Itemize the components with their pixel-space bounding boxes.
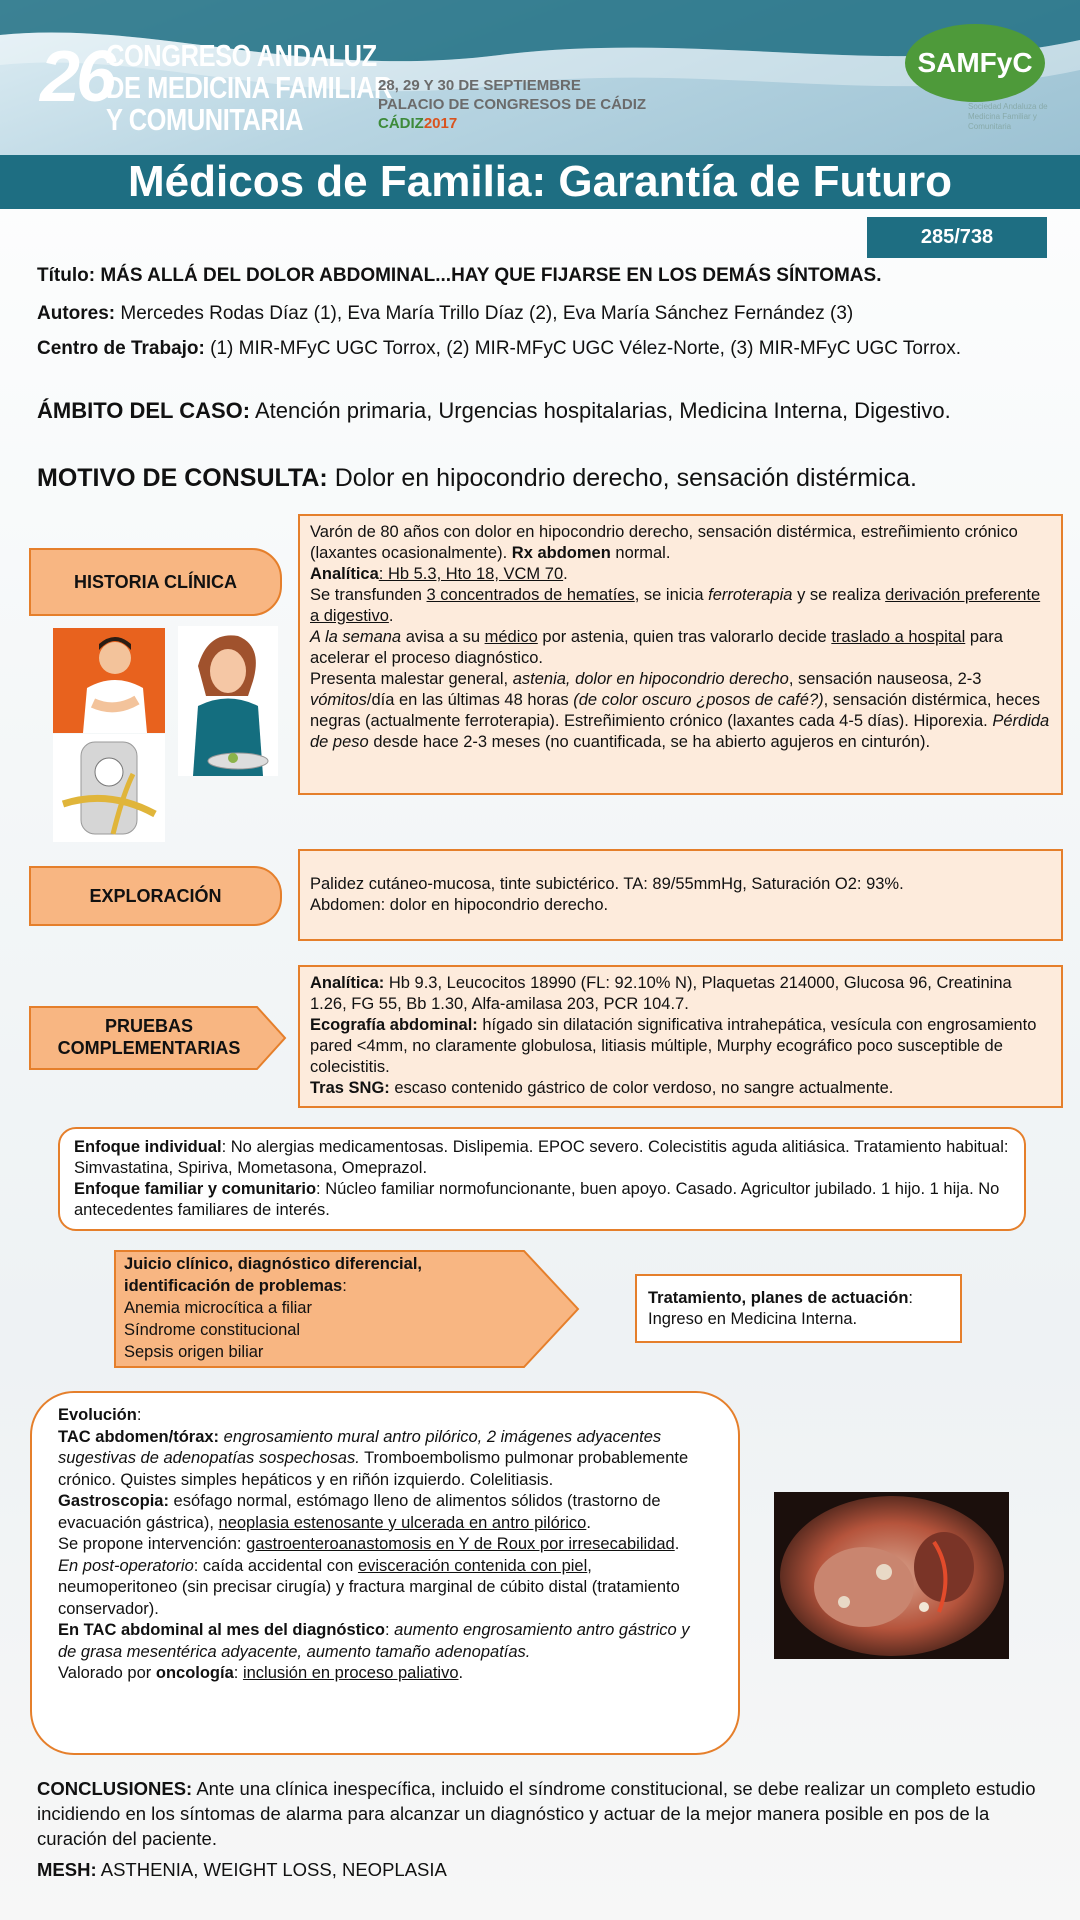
history-p3-e: y se realiza: [797, 586, 881, 604]
evolution-postop-text2: , neumoperitoneo (sin precisar cirugía) y fractura marginal de cúbito distal (tratamiento conservador).: [58, 1556, 680, 1618]
history-p5-g: , sensación distérmica, heces negras (actualmente ferroterapia). Estreñimiento crónico (laxantes cada 4-5 días). Hiporexia.: [310, 691, 1041, 730]
evolution-postop-label: En post-operatorio: [58, 1556, 194, 1575]
history-p5-c: , sensación nauseosa, 2-3: [788, 670, 982, 688]
tests-echo: [310, 1015, 1051, 1078]
evolution-gastroscopy-text: esófago normal, estómago lleno de alimentos sólidos (trastorno de evacuación gástrica),: [58, 1492, 661, 1532]
history-xray-text: normal.: [615, 544, 671, 562]
workplace-line: [37, 337, 1047, 360]
authors-text: Mercedes Rodas Díaz (1), Eva María Trillo Díaz (2), Eva María Sánchez Fernández (3): [120, 303, 854, 324]
history-ferrotherapy: ferroterapia: [708, 586, 793, 604]
history-p1-text: Varón de 80 años con dolor en hipocondrio derecho, sensación distérmica, estreñimiento crónico (laxantes ocasionalmente).: [310, 523, 1018, 562]
history-p2: Analítica: Hb 5.3, Hto 18, VCM 70.: [310, 565, 568, 583]
mesh-line: [37, 1858, 1047, 1881]
evolution-tac-italic: engrosamiento mural antro pilórico, 2 imágenes adyacentes sugestivas de adenopatías sospechosas.: [58, 1427, 662, 1467]
history-lab-label: Analítica: [310, 565, 379, 583]
evolution-intervention-detail: gastroenteroanastomosis en Y de Roux por irresecabilidad: [246, 1535, 675, 1553]
congress-venue: PALACIO DE CONGRESOS DE CÁDIZ: [378, 96, 647, 113]
approach-individual-text: : No alergias medicamentosas. Dislipemia. EPOC severo. Colecistitis aguda alitiásica. Tratamiento habitual: Simvastatina, Spiriva, Mometasona, Omeprazol.: [74, 1138, 1009, 1177]
nausea-woman-illustration: [178, 626, 278, 776]
banner-title: Médicos de Familia: Garantía de Futuro: [0, 155, 1080, 209]
approach-family: [74, 1179, 1010, 1221]
clinical-judgment: Juicio clínico, diagnóstico diferencial, identificación de problemas: Anemia microcítica a filiar Síndrome constitucional Sepsis origen biliar: [124, 1253, 484, 1363]
authors-label: Autores:: [37, 303, 116, 324]
history-p5-e: /día en las últimas 48 horas: [366, 691, 569, 709]
evolution-tac: [58, 1427, 712, 1492]
clinical-judgment-label: Juicio clínico, diagnóstico diferencial, identificación de problemas: [124, 1255, 422, 1295]
evolution-intervention-text: Se propone intervención:: [58, 1535, 242, 1553]
congress-info: [378, 76, 646, 133]
history-p4-b: avisa a su: [405, 628, 480, 646]
congress-header: [0, 0, 1080, 155]
exploration-tag: EXPLORACIÓN: [29, 866, 282, 926]
history-weight-loss: Pérdida de peso: [310, 712, 1050, 751]
mesh-label: MESH:: [37, 1859, 97, 1880]
evolution-gastroscopy: Gastroscopia: esófago normal, estómago lleno de alimentos sólidos (trastorno de evacuación gástrica), neoplasia estenosante y ulcerada en antro pilórico.: [58, 1492, 661, 1532]
history-p5: [310, 669, 1051, 753]
congress-title-line1: CONGRESO ANDALUZ: [106, 38, 377, 73]
workplace-label: Centro de Trabajo:: [37, 338, 205, 359]
conclusions-label: CONCLUSIONES:: [37, 1778, 193, 1799]
treatment-box: Tratamiento, planes de actuación: Ingreso en Medicina Interna.: [635, 1274, 962, 1343]
evolution-month-tac-label: En TAC abdominal al mes del diagnóstico: [58, 1621, 385, 1639]
tests-tag-line2: COMPLEMENTARIAS: [57, 1038, 241, 1058]
history-transfusion: 3 concentrados de hematíes: [426, 586, 635, 604]
evolution-month-tac-text: aumento engrosamiento antro gástrico y de grasa mesentérica adyacente, aumento tamaño adenopatías.: [58, 1621, 690, 1661]
evolution-gastroscopy-label: Gastroscopia:: [58, 1492, 169, 1510]
clinical-history-box: [298, 514, 1063, 795]
tests-sng: [310, 1078, 1051, 1099]
weight-loss-scale-illustration: [53, 734, 165, 842]
evolution-postop: [58, 1556, 712, 1621]
evolution-oncology: Valorado por oncología: inclusión en proceso paliativo.: [58, 1664, 464, 1682]
history-p4: [310, 627, 1051, 669]
congress-title-line2: DE MEDICINA FAMILIAR: [106, 70, 393, 105]
tests-lab-label: Analítica:: [310, 974, 385, 992]
exploration-line1: Palidez cutáneo-mucosa, tinte subictérico. TA: 89/55mmHg, Saturación O2: 93%.: [310, 875, 904, 893]
scope-text: Atención primaria, Urgencias hospitalarias, Medicina Interna, Digestivo.: [255, 398, 951, 423]
tests-echo-text: hígado sin dilatación significativa intrahepática, vesícula con engrosamiento pared <4mm, no claramente globulosa, litiasis múltiple, Murphy ecográfico poco susceptible de colecistitis.: [310, 1016, 1037, 1076]
judgment-item: Síndrome constitucional: [124, 1321, 301, 1339]
evolution-label: Evolución: [58, 1406, 137, 1424]
endoscopy-image: [774, 1492, 1009, 1659]
history-symptoms: astenia, dolor en hipocondrio derecho: [512, 670, 789, 688]
tests-box: [298, 965, 1063, 1108]
title-label: Título:: [37, 265, 96, 286]
reason-line: [37, 463, 1047, 493]
history-lab-values: : Hb 5.3, Hto 18, VCM 70: [378, 565, 564, 583]
conclusions: [37, 1776, 1047, 1851]
treatment-text: Ingreso en Medicina Interna.: [648, 1310, 858, 1328]
evolution-box: Evolución: TAC abdomen/tórax: engrosamiento mural antro pilórico, 2 imágenes adyacentes sugestivas de adenopatías sospechosas. Tromboembolismo pulmonar probablemente crónico. Quistes simples hepáticos y en riñón izquierdo. Colelitiasis. Gastroscopia: esófago normal, estómago lleno de alimentos sólidos (trastorno de evacuación gástrica), neoplasia estenosante y ulcerada en antro pilórico. Se propone intervención: gastroenteroanastomosis en Y de Roux por irresecabilidad. En post-operatorio: caída accidental con evisceración contenida con piel, neumoperitoneo (sin precisar cirugía) y fractura marginal de cúbito distal (tratamiento conservador). En TAC abdominal al mes del diagnóstico: aumento engrosamiento antro gástrico y de grasa mesentérica adyacente, aumento tamaño adenopatías. Valorado por oncología: inclusión en proceso paliativo.: [30, 1391, 740, 1755]
evolution-evisceration: evisceración contenida con piel: [357, 1556, 588, 1575]
approach-family-text: : Núcleo familiar normofuncionante, buen apoyo. Casado. Agricultor jubilado. 1 hijo. 1 hija. No antecedentes familiares de interés.: [74, 1180, 1000, 1219]
history-p1: [310, 522, 1051, 564]
history-p5-a: Presenta malestar general,: [310, 670, 509, 688]
authors-line: [37, 302, 1047, 325]
evolution-month-tac: En TAC abdominal al mes del diagnóstico: aumento engrosamiento antro gástrico y de grasa mesentérica adyacente, aumento tamaño adenopatías.: [58, 1621, 690, 1661]
history-p4-d: por astenia, quien tras valorarlo decide: [542, 628, 827, 646]
history-vomits: vómitos: [310, 691, 367, 709]
history-coffee-grounds: (de color oscuro ¿posos de café?): [573, 691, 824, 709]
approach-individual-label: Enfoque individual: [74, 1138, 222, 1156]
evolution-oncology-a: Valorado por: [58, 1664, 152, 1682]
history-p3: Se transfunden 3 concentrados de hematíes, se inicia ferroterapia y se realiza derivación preferente a digestivo.: [310, 586, 1041, 625]
scope-label: ÁMBITO DEL CASO:: [37, 398, 251, 423]
evolution-tac-text: Tromboembolismo pulmonar probablemente crónico. Quistes simples hepáticos y en riñón izquierdo. Colelitiasis.: [58, 1449, 689, 1489]
history-hospital-transfer: traslado a hospital: [831, 628, 966, 646]
judgment-item: Sepsis origen biliar: [124, 1343, 264, 1361]
evolution-palliative: inclusión en proceso paliativo: [242, 1664, 459, 1682]
history-referral: derivación preferente a digestivo: [310, 586, 1041, 625]
tests-lab: [310, 973, 1051, 1015]
exploration-line2: Abdomen: dolor en hipocondrio derecho.: [310, 896, 609, 914]
tests-tag-line1: PRUEBAS: [104, 1016, 193, 1036]
history-p5-i: desde hace 2-3 meses (no cuantificada, se ha abierto agujeros en cinturón).: [373, 733, 931, 751]
evolution-neoplasia: neoplasia estenosante y ulcerada en antro pilórico: [218, 1513, 587, 1532]
clinical-history-tag: HISTORIA CLÍNICA: [29, 548, 282, 616]
tests-tag: [29, 1015, 269, 1059]
mesh-text: ASTHENIA, WEIGHT LOSS, NEOPLASIA: [100, 1859, 447, 1880]
judgment-item: Anemia microcítica a filiar: [124, 1299, 312, 1317]
abdominal-pain-illustration: [53, 628, 165, 733]
history-p3-c: , se inicia: [634, 586, 704, 604]
title-line: [37, 264, 1047, 287]
congress-number: 26: [40, 37, 113, 117]
samfyc-logo: SAMFyC: [905, 24, 1045, 102]
tests-sng-label: Tras SNG:: [310, 1079, 390, 1097]
evolution-oncology-label: oncología: [155, 1664, 234, 1682]
evolution-intervention: Se propone intervención: gastroenteroanastomosis en Y de Roux por irresecabilidad.: [58, 1535, 680, 1553]
tests-echo-label: Ecografía abdominal:: [310, 1016, 478, 1034]
scope-line: [37, 397, 1047, 424]
evolution-postop-text: : caída accidental con: [193, 1556, 354, 1575]
congress-city: CÁDIZ: [378, 115, 424, 132]
samfyc-logo-subtitle: Sociedad Andaluza de Medicina Familiar y Comunitaria: [968, 102, 1048, 131]
approach-family-label: Enfoque familiar y comunitario: [74, 1180, 317, 1198]
congress-dates: 28, 29 Y 30 DE SEPTIEMBRE: [378, 77, 581, 94]
workplace-text: (1) MIR-MFyC UGC Torrox, (2) MIR-MFyC UGC Vélez-Norte, (3) MIR-MFyC UGC Torrox.: [210, 338, 962, 359]
history-p3-a: Se transfunden: [310, 586, 422, 604]
poster-id-badge: 285/738: [867, 217, 1047, 258]
approach-individual: [74, 1137, 1010, 1179]
congress-year: 2017: [423, 115, 458, 132]
history-xray-label: Rx abdomen: [511, 544, 611, 562]
exploration-box: [298, 849, 1063, 941]
treatment-label: Tratamiento, planes de actuación: [648, 1289, 909, 1307]
tests-sng-text: escaso contenido gástrico de color verdoso, no sangre actualmente.: [394, 1079, 894, 1097]
conclusions-text: Ante una clínica inespecífica, incluido el síndrome constitucional, se debe realizar un completo estudio incidiendo en los síntomas de alarma para alcanzar un diagnóstico y actuar de la mejor manera posible en pos de la curación del paciente.: [37, 1778, 1036, 1849]
history-week: A la semana: [310, 628, 402, 646]
history-p4-f: para acelerar el proceso diagnóstico.: [310, 628, 1003, 667]
reason-label: MOTIVO DE CONSULTA:: [37, 464, 328, 492]
approach-box: [58, 1127, 1026, 1231]
evolution-tac-label: TAC abdomen/tórax:: [58, 1427, 220, 1446]
congress-title-line3: Y COMUNITARIA: [106, 102, 304, 137]
reason-text: Dolor en hipocondrio derecho, sensación distérmica.: [334, 464, 917, 492]
history-doctor: médico: [484, 628, 538, 646]
title-text: MÁS ALLÁ DEL DOLOR ABDOMINAL...HAY QUE FIJARSE EN LOS DEMÁS SÍNTOMAS.: [100, 265, 882, 286]
tests-lab-text: Hb 9.3, Leucocitos 18990 (FL: 92.10% N), Plaquetas 214000, Glucosa 96, Creatinina 1.26, FG 55, Bb 1.30, Alfa-amilasa 203, PCR 104.7.: [310, 974, 1012, 1013]
